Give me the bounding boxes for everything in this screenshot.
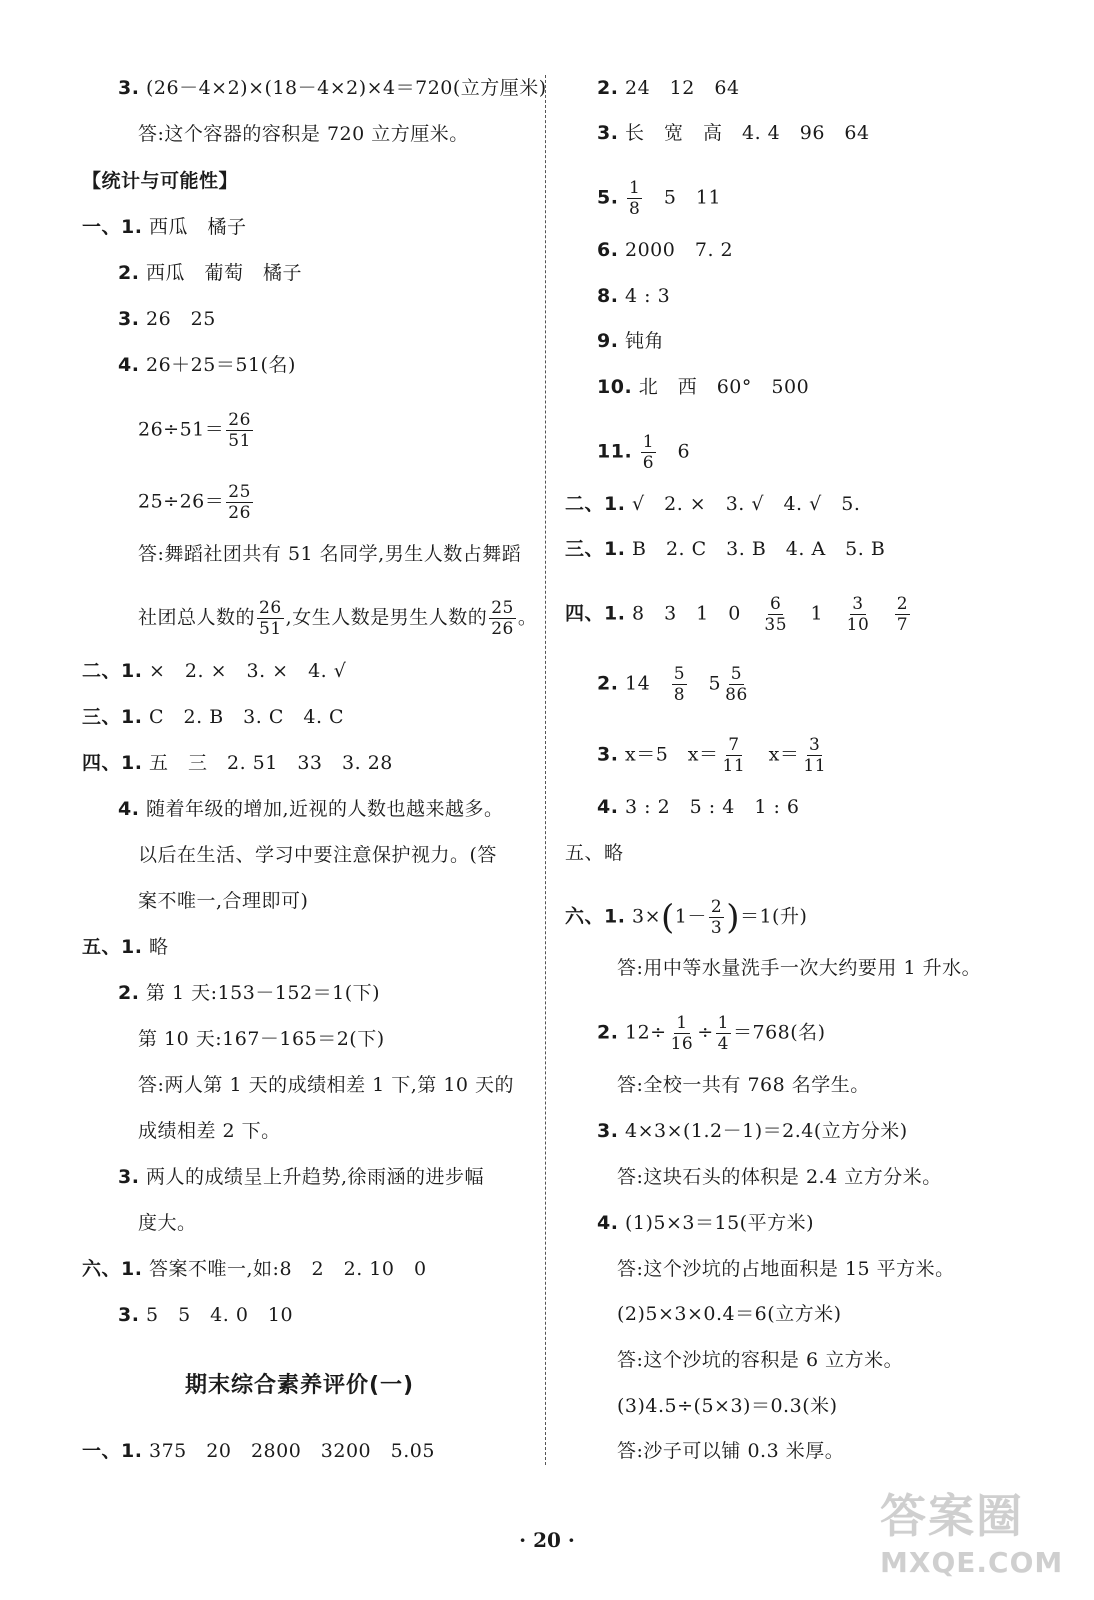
section-title: 期末综合素养评价(一) bbox=[185, 1373, 415, 1398]
answer-line: 五、1. 略 bbox=[82, 936, 169, 958]
answer-line: 2. 12÷ $\frac{1}{16}$ ÷ $\frac{1}{4}$ ＝768(名) bbox=[597, 1013, 826, 1054]
answer-line: 二、1. √ 2. × 3. √ 4. √ 5. bbox=[565, 493, 861, 515]
fraction: $\frac{26}{51}$ bbox=[259, 598, 282, 639]
fraction: $\frac{7}{11}$ bbox=[722, 735, 746, 776]
answer-line: 3. x＝5 x＝ $\frac{7}{11}$ x＝ $\frac{3}{11}$ bbox=[597, 735, 827, 776]
fraction: $\frac{2}{3}$ bbox=[710, 897, 723, 938]
answer-line: 社团总人数的 $\frac{26}{51}$ ,女生人数是男生人数的 $\frac{25}{26}$ 。 bbox=[138, 598, 538, 639]
answer-line: 四、1. 五 三 2. 51 33 3. 28 bbox=[82, 752, 393, 774]
answer-line: 4. 随着年级的增加,近视的人数也越来越多。 bbox=[118, 798, 504, 820]
fraction: $\frac{1}{6}$ bbox=[642, 432, 655, 473]
answer-line: 9. 钝角 bbox=[597, 330, 665, 352]
fraction: $\frac{25}{26}$ bbox=[491, 598, 514, 639]
answer-line: 度大。 bbox=[138, 1212, 197, 1234]
answer-line: 3. 两人的成绩呈上升趋势,徐雨涵的进步幅 bbox=[118, 1166, 485, 1188]
answer-line: 25÷26＝ $\frac{25}{26}$ bbox=[138, 482, 251, 523]
watermark-bottom: MXQE.COM bbox=[880, 1546, 1064, 1579]
answer-line: 三、1. B 2. C 3. B 4. A 5. B bbox=[565, 538, 886, 560]
answer-line: 2. 第 1 天:153－152＝1(下) bbox=[118, 982, 381, 1004]
fraction: $\frac{1}{16}$ bbox=[670, 1013, 694, 1054]
fraction: $\frac{26}{51}$ bbox=[228, 410, 251, 451]
answer-line: 答:两人第 1 天的成绩相差 1 下,第 10 天的 bbox=[138, 1074, 515, 1096]
answer-line: 2. 24 12 64 bbox=[597, 77, 740, 99]
answer-line: (2)5×3×0.4＝6(立方米) bbox=[617, 1303, 842, 1325]
fraction: $\frac{3}{11}$ bbox=[803, 735, 827, 776]
answer-line: 4. 3 : 2 5 : 4 1 : 6 bbox=[597, 796, 800, 818]
answer-line: 三、1. C 2. B 3. C 4. C bbox=[82, 706, 345, 728]
answer-line: 答:这个沙坑的占地面积是 15 平方米。 bbox=[617, 1258, 955, 1280]
fraction: $\frac{5}{8}$ bbox=[673, 664, 686, 705]
answer-line: 3. 5 5 4. 0 10 bbox=[118, 1304, 294, 1326]
answer-line: 4. 26＋25＝51(名) bbox=[118, 354, 296, 376]
answer-line: 3. 26 25 bbox=[118, 308, 216, 330]
answer-line: 案不唯一,合理即可) bbox=[138, 890, 309, 912]
answer-line: 第 10 天:167－165＝2(下) bbox=[138, 1028, 385, 1050]
answer-line: 四、1. 8 3 1 0 $\frac{6}{35}$ 1 $\frac{3}{10}$ $\frac{2}{7}$ bbox=[565, 594, 909, 635]
answer-line: 答:这个容器的容积是 720 立方厘米。 bbox=[138, 123, 469, 145]
answer-line: 11. $\frac{1}{6}$ 6 bbox=[597, 432, 691, 473]
fraction: $\frac{3}{10}$ bbox=[846, 594, 870, 635]
answer-line: 6. 2000 7. 2 bbox=[597, 239, 734, 261]
answer-line: 六、1. 答案不唯一,如:8 2 2. 10 0 bbox=[82, 1258, 427, 1280]
answer-line: 一、1. 西瓜 橘子 bbox=[82, 216, 247, 238]
section-heading: 【统计与可能性】 bbox=[82, 170, 239, 192]
answer-line: 10. 北 西 60° 500 bbox=[597, 376, 810, 398]
answer-line: 2. 西瓜 葡萄 橘子 bbox=[118, 262, 303, 284]
answer-line: 二、1. × 2. × 3. × 4. √ bbox=[82, 660, 347, 682]
answer-line: 答:用中等水量洗手一次大约要用 1 升水。 bbox=[617, 957, 982, 979]
answer-line: 六、1. 3×(1－ $\frac{2}{3}$ )＝1(升) bbox=[565, 897, 808, 938]
answer-line: 成绩相差 2 下。 bbox=[138, 1120, 281, 1142]
answer-line: 3. 4×3×(1.2－1)＝2.4(立方分米) bbox=[597, 1120, 908, 1142]
column-divider bbox=[545, 75, 546, 1465]
page-number: · 20 · bbox=[519, 1528, 575, 1552]
answer-line: 一、1. 375 20 2800 3200 5.05 bbox=[82, 1440, 435, 1462]
answer-line: 答:舞蹈社团共有 51 名同学,男生人数占舞蹈 bbox=[138, 543, 522, 565]
answer-line: 3. (26－4×2)×(18－4×2)×4＝720(立方厘米) bbox=[118, 77, 547, 99]
answer-line: 8. 4 : 3 bbox=[597, 285, 671, 307]
answer-line: 4. (1)5×3＝15(平方米) bbox=[597, 1212, 815, 1234]
answer-line: 5. $\frac{1}{8}$ 5 11 bbox=[597, 178, 722, 219]
fraction: $\frac{1}{8}$ bbox=[629, 178, 641, 219]
answer-line: (3)4.5÷(5×3)＝0.3(米) bbox=[617, 1395, 838, 1417]
watermark-top: 答案圈 bbox=[880, 1489, 1024, 1543]
watermark-logo bbox=[880, 1480, 1080, 1590]
answer-line: 2. 14 $\frac{5}{8}$ 5 $\frac{5}{86}$ bbox=[597, 664, 748, 705]
fraction: $\frac{6}{35}$ bbox=[764, 594, 788, 635]
answer-line: 以后在生活、学习中要注意保护视力。(答 bbox=[138, 844, 497, 866]
fraction: $\frac{25}{26}$ bbox=[228, 482, 251, 523]
answer-line: 答:全校一共有 768 名学生。 bbox=[617, 1074, 870, 1096]
fraction: $\frac{1}{4}$ bbox=[717, 1013, 729, 1054]
answer-line: 答:沙子可以铺 0.3 米厚。 bbox=[617, 1440, 845, 1462]
answer-line: 五、略 bbox=[565, 842, 624, 864]
answer-line: 答:这个沙坑的容积是 6 立方米。 bbox=[617, 1349, 904, 1371]
answer-line: 3. 长 宽 高 4. 4 96 64 bbox=[597, 122, 870, 144]
answer-line: 答:这块石头的体积是 2.4 立方分米。 bbox=[617, 1166, 942, 1188]
answer-line: 26÷51＝ $\frac{26}{51}$ bbox=[138, 410, 251, 451]
fraction: $\frac{5}{86}$ bbox=[725, 664, 748, 705]
fraction: $\frac{2}{7}$ bbox=[896, 594, 909, 635]
